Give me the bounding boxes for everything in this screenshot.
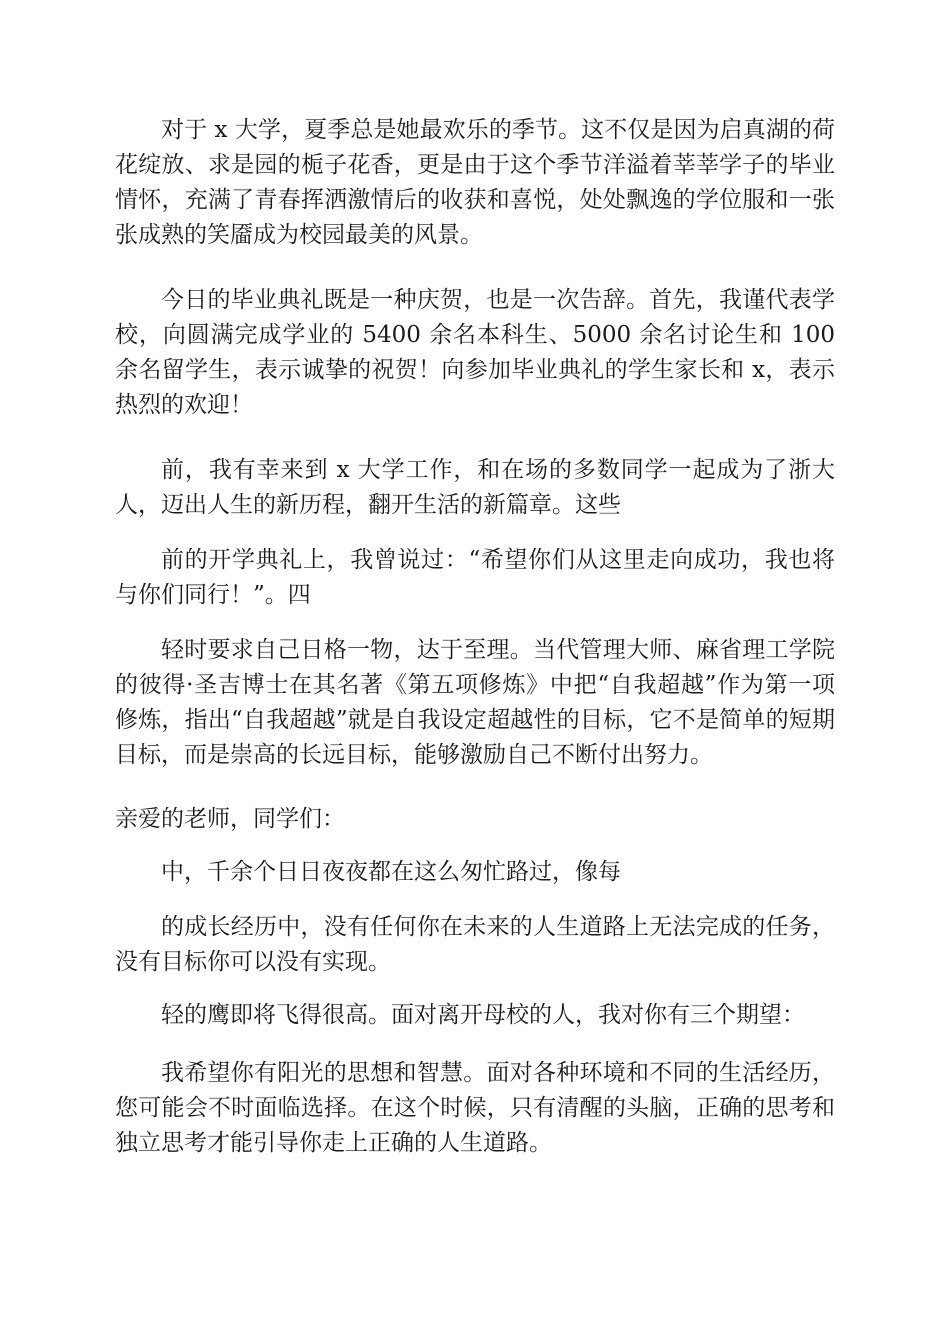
paragraph-ceremony: 今日的毕业典礼既是一种庆贺，也是一次告辞。首先，我谨代表学校，向圆满完成学业的 5400 余名本科生、5000 余名讨论生和 100 余名留学生，表示诚挚的祝贺！向参加毕业典礼的学生家长和 x，表示热烈的欢迎！ [115, 287, 835, 418]
paragraph-self-mastery: 轻时要求自己日格一物，达于至理。当代管理大师、麻省理工学院的彼得·圣吉博士在其名著《第五项修炼》中把“自我超越”作为第一项修炼，指出“自我超越”就是自我设定超越性的目标，它不是简单的短期目标，而是崇高的长远目标，能够激励自己不断付出努力。 [115, 637, 835, 768]
paragraph-days-and-nights: 中，千余个日日夜夜都在这么匆忙路过，像每 [161, 859, 621, 885]
paragraph-arrival: 前，我有幸来到 x 大学工作，和在场的多数同学一起成为了浙大人，迈出人生的新历程，翻开生活的新篇章。这些 [115, 457, 835, 518]
paragraph-sunny-thoughts: 我希望你有阳光的思想和智慧。面对各种环境和不同的生活经历，您可能会不时面临选择。在这个时候，只有清醒的头脑，正确的思考和独立思考才能引导你走上正确的人生道路。 [115, 1060, 835, 1156]
paragraph-eagle: 轻的鹰即将飞得很高。面对离开母校的人，我对你有三个期望： [161, 1002, 805, 1028]
paragraph-summer: 对于 x 大学，夏季总是她最欢乐的季节。这不仅是因为启真湖的荷花绽放、求是园的栀子花香，更是由于这个季节洋溢着莘莘学子的毕业情怀，充满了青春挥洒激情后的收获和喜悦，处处飘逸的学位服和一张张成熟的笑靥成为校园最美的风景。 [115, 117, 835, 248]
paragraph-opening-ceremony: 前的开学典礼上，我曾说过：“希望你们从这里走向成功，我也将与你们同行！”。四 [115, 547, 835, 608]
salutation: 亲爱的老师，同学们： [115, 806, 345, 832]
paragraph-growth: 的成长经历中，没有任何你在未来的人生道路上无法完成的任务，没有目标你可以没有实现。 [115, 914, 835, 975]
